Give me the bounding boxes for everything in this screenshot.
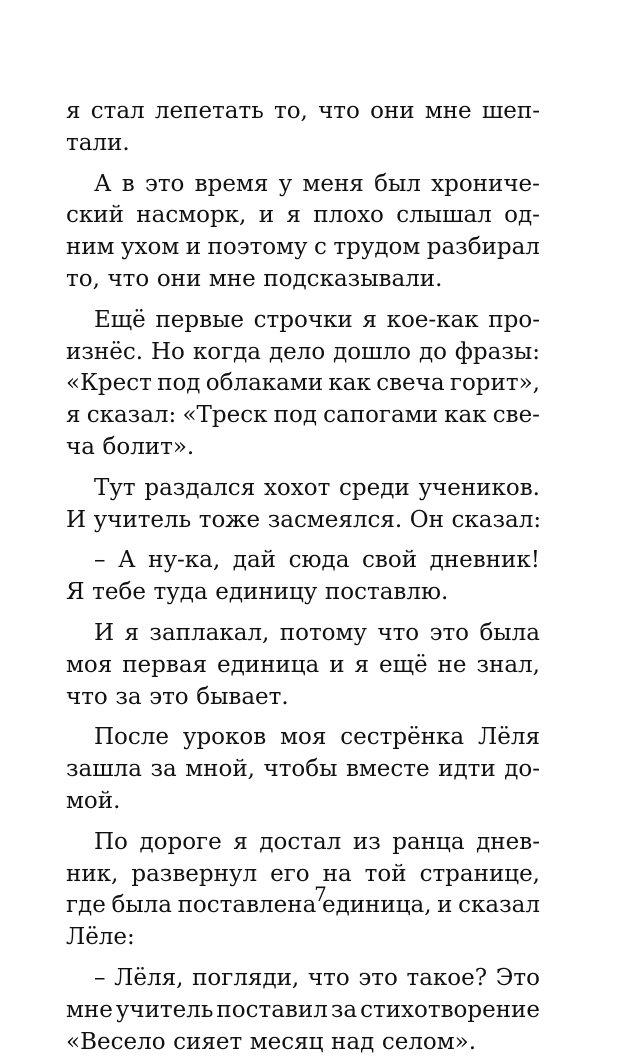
word: «Весело xyxy=(66,1028,166,1055)
text-line xyxy=(66,368,540,400)
word: лепетать xyxy=(154,98,264,124)
word: сказал: xyxy=(86,402,177,429)
word: знал, xyxy=(476,651,540,678)
word: насморк, xyxy=(136,202,247,229)
word: Он xyxy=(409,506,444,533)
word: А xyxy=(94,170,112,197)
word: я xyxy=(233,828,248,855)
word: шеп- xyxy=(481,98,540,124)
word: ча xyxy=(66,433,95,460)
word: тебе xyxy=(92,579,146,606)
word: учеников. xyxy=(418,474,540,501)
word: Это xyxy=(495,964,540,991)
word: была xyxy=(479,619,540,646)
word: раздался xyxy=(144,474,256,501)
word: хрониче- xyxy=(431,170,540,197)
word: был xyxy=(374,170,421,197)
word: мой. xyxy=(66,787,121,814)
text-line xyxy=(66,169,540,201)
word: По xyxy=(94,828,128,855)
text-line xyxy=(66,545,540,577)
word: Но xyxy=(150,338,185,365)
word: све- xyxy=(492,402,540,429)
word: что xyxy=(66,683,108,710)
word: днев- xyxy=(476,828,540,855)
word: ухом xyxy=(121,234,180,261)
word: за xyxy=(115,683,142,710)
word: дело xyxy=(268,338,326,365)
word: поставлю. xyxy=(324,579,449,606)
word: зашла xyxy=(66,756,142,783)
word: как xyxy=(328,370,371,397)
word: дневник! xyxy=(429,547,540,574)
text-line xyxy=(66,722,540,754)
word: болит». xyxy=(102,433,195,460)
word: поставлена xyxy=(177,892,317,919)
word: хохот xyxy=(263,474,331,501)
text-line xyxy=(66,505,540,537)
word: я xyxy=(124,619,139,646)
word: горит», xyxy=(449,370,540,397)
text-line xyxy=(66,618,540,650)
word: Ещё xyxy=(94,306,146,333)
word: погляди, xyxy=(192,964,300,991)
word: ещё xyxy=(378,651,428,678)
word: первая xyxy=(122,651,208,678)
word: единица, xyxy=(321,892,432,919)
word: разбирал xyxy=(426,234,540,261)
word: «Крест xyxy=(66,370,152,397)
text-line xyxy=(66,232,540,264)
word: селом». xyxy=(381,1028,477,1055)
word: сюда xyxy=(288,547,350,574)
word: и xyxy=(329,651,345,678)
text-line xyxy=(66,337,540,369)
text-line xyxy=(66,264,540,296)
word: ник, xyxy=(66,860,119,887)
word: И xyxy=(66,506,87,533)
word: строчки xyxy=(253,306,353,333)
text-line xyxy=(66,1027,540,1058)
word: сияет xyxy=(173,1028,243,1055)
word: дороге xyxy=(139,828,222,855)
word: ним xyxy=(66,234,115,261)
word: потому xyxy=(279,619,367,646)
word: где xyxy=(66,892,106,919)
word: сестрёнка xyxy=(340,724,465,751)
page-number: 7 xyxy=(314,882,327,906)
word: поставил xyxy=(216,996,328,1023)
word: это xyxy=(149,683,189,710)
word: ский xyxy=(66,202,124,229)
word: и xyxy=(185,234,202,261)
word: что xyxy=(307,964,350,991)
word: я xyxy=(66,402,81,429)
word: Лёля xyxy=(478,724,540,751)
word: я xyxy=(66,98,81,124)
word: плохо xyxy=(313,202,384,229)
word: с xyxy=(314,234,327,261)
word: изнёс. xyxy=(66,338,144,365)
word: над xyxy=(331,1028,375,1055)
word: туда xyxy=(153,579,208,606)
word: под xyxy=(157,370,201,397)
word: первые xyxy=(155,306,244,333)
word: засмеялся. xyxy=(267,506,403,533)
word: кое-как xyxy=(386,306,479,333)
text-line xyxy=(66,432,540,464)
word: они xyxy=(156,265,202,292)
word: у xyxy=(278,170,293,197)
word: поэтому xyxy=(207,234,308,261)
word: дай xyxy=(232,547,277,574)
text-line xyxy=(66,963,540,995)
word: единицу xyxy=(215,579,318,606)
word: достал xyxy=(259,828,342,855)
word: – xyxy=(94,547,106,574)
word: тали. xyxy=(66,129,130,156)
word: слышал xyxy=(396,202,492,229)
word: од- xyxy=(504,202,540,229)
word: за xyxy=(330,996,358,1023)
word: месяц xyxy=(249,1028,324,1055)
word: когда xyxy=(192,338,261,365)
text-line xyxy=(66,400,540,432)
word: заплакал, xyxy=(149,619,270,646)
word: подсказывали. xyxy=(263,265,443,292)
word: фразы: xyxy=(454,338,540,365)
word: облаками xyxy=(205,370,324,397)
body-text xyxy=(66,96,540,1058)
word: «Треск xyxy=(182,402,268,429)
word: вместе xyxy=(345,756,430,783)
word: мне xyxy=(424,98,472,124)
word: сказал xyxy=(458,892,540,919)
word: под xyxy=(273,402,317,429)
word: и xyxy=(258,202,275,229)
word: за xyxy=(150,756,177,783)
text-line xyxy=(66,650,540,682)
word: И xyxy=(94,619,115,646)
word: это xyxy=(358,964,398,991)
word: его xyxy=(270,860,310,887)
text-line xyxy=(66,128,540,160)
word: учитель xyxy=(115,996,214,1023)
word: странице, xyxy=(419,860,540,887)
text-line xyxy=(66,682,540,714)
word: среди xyxy=(339,474,410,501)
word: в xyxy=(121,170,135,197)
word: учитель xyxy=(93,506,192,533)
word: на xyxy=(322,860,352,887)
word: я xyxy=(362,306,377,333)
word: той xyxy=(364,860,407,887)
word: свой xyxy=(362,547,418,574)
word: сапогами xyxy=(323,402,438,429)
word: Тут xyxy=(94,474,136,501)
word: это xyxy=(429,619,470,646)
word: ранца xyxy=(392,828,465,855)
text-line xyxy=(66,96,540,128)
text-line xyxy=(66,473,540,505)
word: ну-ка, xyxy=(148,547,221,574)
word: стал xyxy=(90,98,145,124)
word: идти xyxy=(438,756,496,783)
word: я xyxy=(354,651,370,678)
word: не xyxy=(437,651,467,678)
word: Я xyxy=(66,579,85,606)
word: что xyxy=(377,619,420,646)
word: то, xyxy=(273,98,308,124)
word: свеча xyxy=(376,370,445,397)
word: и xyxy=(437,892,453,919)
word: единица xyxy=(217,651,320,678)
text-line xyxy=(66,305,540,337)
word: стихотворение xyxy=(360,996,540,1023)
word: что xyxy=(318,98,360,124)
text-line xyxy=(66,922,540,954)
word: мне xyxy=(66,996,113,1023)
text-line xyxy=(66,827,540,859)
word: моя xyxy=(66,651,113,678)
word: это xyxy=(144,170,185,197)
text-line xyxy=(66,786,540,818)
word: развернул xyxy=(131,860,258,887)
word: сказал: xyxy=(451,506,542,533)
word: такое? xyxy=(406,964,488,991)
word: мной, xyxy=(185,756,255,783)
word: моя xyxy=(280,724,327,751)
word: из xyxy=(352,828,381,855)
word: трудом xyxy=(333,234,421,261)
word: как xyxy=(444,402,487,429)
word: до xyxy=(418,338,447,365)
word: – xyxy=(94,964,106,991)
text-line xyxy=(66,200,540,232)
word: время xyxy=(194,170,269,197)
text-line xyxy=(66,754,540,786)
word: После xyxy=(94,724,170,751)
word: я xyxy=(286,202,301,229)
word: А xyxy=(118,547,136,574)
word: до- xyxy=(504,756,540,783)
word: чтобы xyxy=(263,756,338,783)
word: Лёле: xyxy=(66,924,135,951)
word: мне xyxy=(208,265,256,292)
word: что xyxy=(107,265,150,292)
word: они xyxy=(370,98,415,124)
word: дошло xyxy=(333,338,411,365)
word: меня xyxy=(302,170,364,197)
text-line xyxy=(66,577,540,609)
word: была xyxy=(111,892,172,919)
word: Лёля, xyxy=(114,964,184,991)
word: про- xyxy=(488,306,540,333)
word: бывает. xyxy=(196,683,289,710)
word: тоже xyxy=(198,506,261,533)
word: уроков xyxy=(182,724,267,751)
text-line xyxy=(66,995,540,1027)
word: то, xyxy=(66,265,100,292)
